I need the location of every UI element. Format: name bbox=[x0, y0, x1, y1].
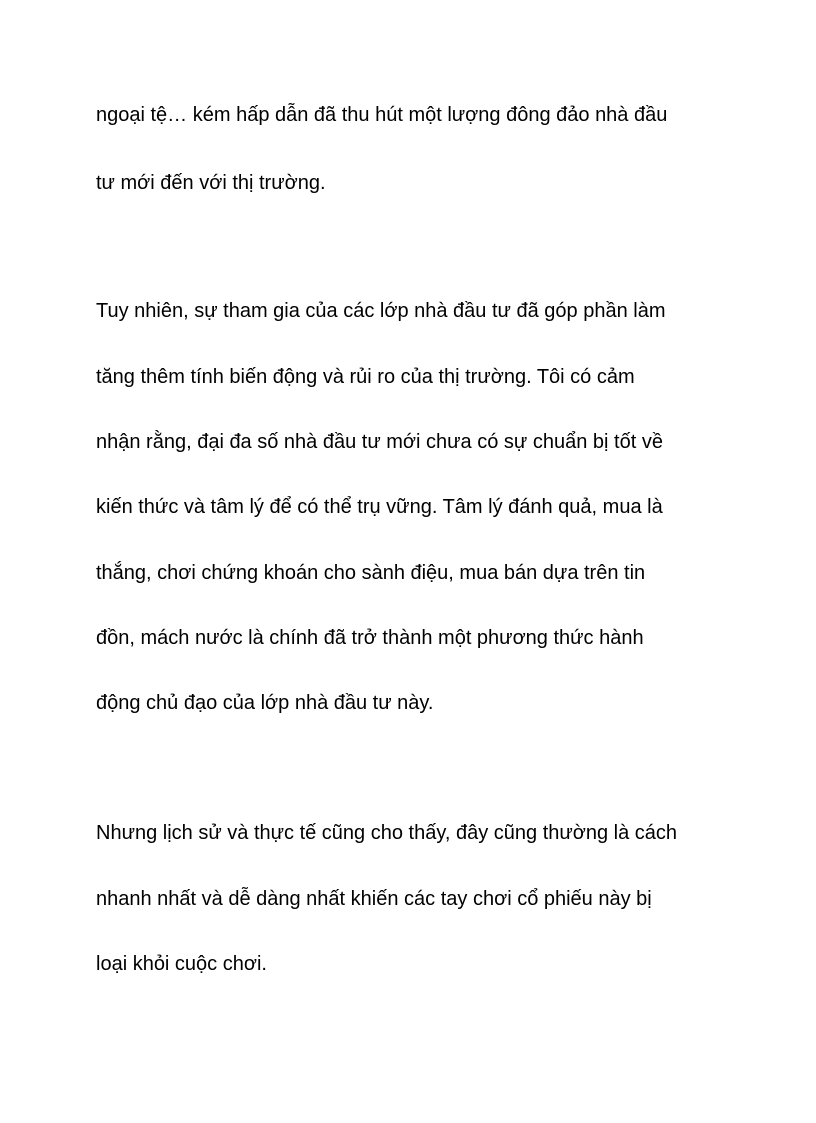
text-line: nhanh nhất và dễ dàng nhất khiến các tay chơi cổ phiếu này bị bbox=[96, 888, 652, 910]
text-line: Nhưng lịch sử và thực tế cũng cho thấy, đây cũng thường là cách bbox=[96, 822, 678, 844]
text-line: tư mới đến với thị trường. bbox=[96, 172, 326, 194]
text-line: tăng thêm tính biến động và rủi ro của thị trường. Tôi có cảm bbox=[96, 366, 635, 388]
text-line: loại khỏi cuộc chơi. bbox=[96, 953, 267, 975]
text-line: kiến thức và tâm lý để có thể trụ vững. Tâm lý đánh quả, mua là bbox=[96, 496, 663, 518]
text-line: đồn, mách nước là chính đã trở thành một phương thức hành bbox=[96, 627, 644, 649]
text-line: Tuy nhiên, sự tham gia của các lớp nhà đầu tư đã góp phần làm bbox=[96, 300, 666, 322]
text-line: động chủ đạo của lớp nhà đầu tư này. bbox=[96, 692, 434, 714]
text-line: nhận rằng, đại đa số nhà đầu tư mới chưa có sự chuẩn bị tốt về bbox=[96, 431, 663, 453]
text-line: thắng, chơi chứng khoán cho sành điệu, mua bán dựa trên tin bbox=[96, 562, 646, 584]
text-line: ngoại tệ… kém hấp dẫn đã thu hút một lượng đông đảo nhà đầu bbox=[96, 104, 668, 126]
